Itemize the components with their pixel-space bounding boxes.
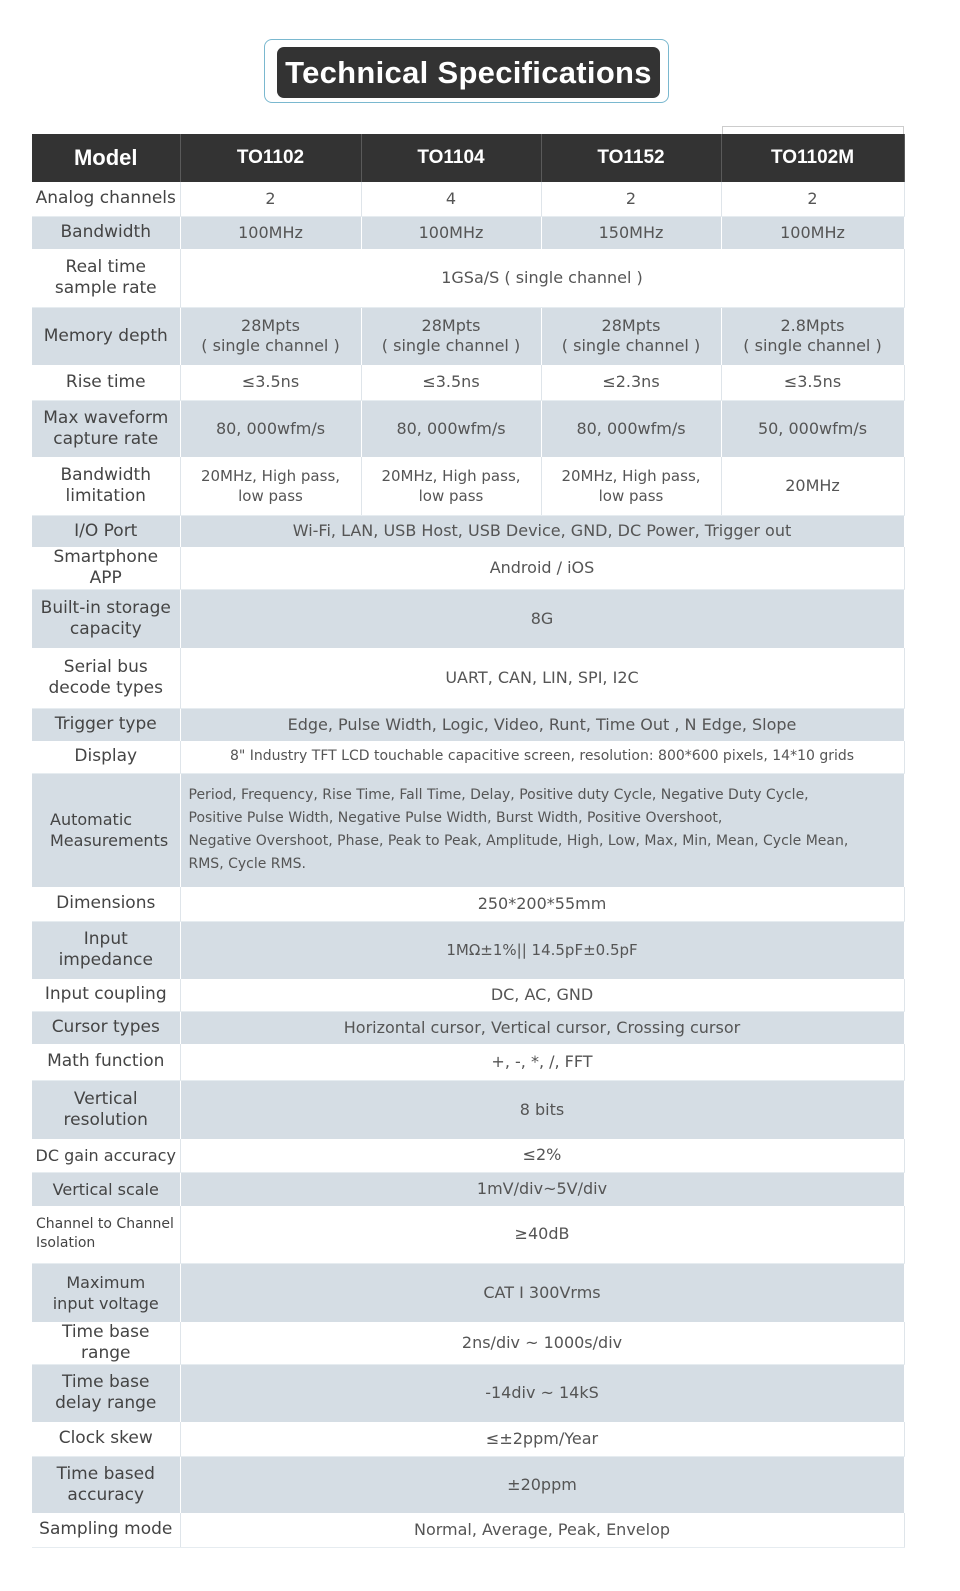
header-to1102: TO1102 <box>180 134 361 182</box>
table-row <box>32 457 904 515</box>
cell: ≤3.5ns <box>361 365 541 400</box>
row-label: Built-in storage capacity <box>32 590 180 648</box>
cell: Horizontal cursor, Vertical cursor, Crossing cursor <box>180 1012 904 1044</box>
table-row <box>32 1012 904 1044</box>
cell: ≤3.5ns <box>180 365 361 400</box>
row-label: Analog channels <box>32 182 180 216</box>
row-label: Max waveform capture rate <box>32 400 180 457</box>
cell: UART, CAN, LIN, SPI, I2C <box>180 648 904 709</box>
table-row <box>32 249 904 307</box>
cell: ≤±2ppm/Year <box>180 1422 904 1456</box>
row-label: Rise time <box>32 365 180 400</box>
cell: Wi-Fi, LAN, USB Host, USB Device, GND, DC Power, Trigger out <box>180 515 904 547</box>
table-row <box>32 1322 904 1365</box>
cell: ±20ppm <box>180 1456 904 1513</box>
cell: 4 <box>361 182 541 216</box>
page-title: Technical Specifications <box>277 47 660 98</box>
cell: 80, 000wfm/s <box>361 400 541 457</box>
cell: 8 bits <box>180 1081 904 1139</box>
table-row <box>32 1139 904 1173</box>
cell: 2 <box>180 182 361 216</box>
cell: 8G <box>180 590 904 648</box>
cell: 250*200*55mm <box>180 887 904 922</box>
row-label: Maximum input voltage <box>32 1264 180 1322</box>
table-row <box>32 887 904 922</box>
cell: 150MHz <box>541 216 721 249</box>
row-label: DC gain accuracy <box>32 1139 180 1173</box>
cell: CAT I 300Vrms <box>180 1264 904 1322</box>
cell: 100MHz <box>721 216 904 249</box>
row-label: Vertical scale <box>32 1173 180 1206</box>
table-row <box>32 1456 904 1513</box>
row-label: Display <box>32 741 180 774</box>
row-label: Time base range <box>32 1322 180 1365</box>
cell: 2ns/div ~ 1000s/div <box>180 1322 904 1365</box>
table-row <box>32 979 904 1012</box>
cell: 8" Industry TFT LCD touchable capacitive screen, resolution: 800*600 pixels, 14*10 grids <box>180 741 904 774</box>
row-label: Smartphone APP <box>32 547 180 590</box>
row-label: Memory depth <box>32 307 180 365</box>
row-label: Clock skew <box>32 1422 180 1456</box>
cell: 28Mpts ( single channel ) <box>541 307 721 365</box>
cell: 2.8Mpts ( single channel ) <box>721 307 904 365</box>
cell: ≥40dB <box>180 1206 904 1264</box>
row-label: Dimensions <box>32 887 180 922</box>
header-model: Model <box>32 134 180 182</box>
table-row <box>32 547 904 590</box>
row-label: Trigger type <box>32 709 180 741</box>
row-label: Automatic Measurements <box>32 774 180 887</box>
table-row <box>32 922 904 979</box>
cell: 20MHz, High pass, low pass <box>180 457 361 515</box>
table-row <box>32 1044 904 1081</box>
table-row <box>32 365 904 400</box>
row-label: Input impedance <box>32 922 180 979</box>
row-label: Time based accuracy <box>32 1456 180 1513</box>
row-label: Serial bus decode types <box>32 648 180 709</box>
table-row <box>32 182 904 216</box>
cell: Period, Frequency, Rise Time, Fall Time, Delay, Positive duty Cycle, Negative Duty Cycle, Positive Pulse Width, Negative Pulse Width, Burst Width, Positive Overshoot, Negative Overshoot, Phase, Peak to Peak, Amplitude, High, Low, Max, Min, Mean, Cycle Mean, RMS, Cycle RMS. <box>180 774 904 887</box>
row-label: Bandwidth <box>32 216 180 249</box>
title-frame <box>264 39 669 103</box>
cell: 100MHz <box>361 216 541 249</box>
cell: 28Mpts ( single channel ) <box>361 307 541 365</box>
table-row <box>32 515 904 547</box>
cell: Normal, Average, Peak, Envelop <box>180 1513 904 1547</box>
table-row <box>32 400 904 457</box>
cell: 80, 000wfm/s <box>180 400 361 457</box>
table-row <box>32 648 904 709</box>
row-label: Channel to Channel Isolation <box>32 1206 180 1264</box>
cell: ≤2% <box>180 1139 904 1173</box>
cell: 100MHz <box>180 216 361 249</box>
row-label: Math function <box>32 1044 180 1081</box>
cell: 20MHz, High pass, low pass <box>361 457 541 515</box>
header-to1104: TO1104 <box>361 134 541 182</box>
table-row <box>32 1081 904 1139</box>
row-label: Bandwidth limitation <box>32 457 180 515</box>
cell: 2 <box>721 182 904 216</box>
cell: 50, 000wfm/s <box>721 400 904 457</box>
cell: 20MHz, High pass, low pass <box>541 457 721 515</box>
cell: +, -, *, /, FFT <box>180 1044 904 1081</box>
row-label: I/O Port <box>32 515 180 547</box>
header-to1152: TO1152 <box>541 134 721 182</box>
cell: ≤2.3ns <box>541 365 721 400</box>
cell: DC, AC, GND <box>180 979 904 1012</box>
header-to1102m: TO1102M <box>721 134 904 182</box>
table-row <box>32 1364 904 1422</box>
table-row <box>32 1206 904 1264</box>
table-row <box>32 1513 904 1547</box>
cell: 1mV/div~5V/div <box>180 1173 904 1206</box>
cell: ≤3.5ns <box>721 365 904 400</box>
cell: 2 <box>541 182 721 216</box>
table-row <box>32 307 904 365</box>
table-row <box>32 1173 904 1206</box>
cell: Android / iOS <box>180 547 904 590</box>
table-row <box>32 216 904 249</box>
row-label: Real time sample rate <box>32 249 180 307</box>
table-row <box>32 774 904 887</box>
row-label: Cursor types <box>32 1012 180 1044</box>
table-row <box>32 1422 904 1456</box>
table-row <box>32 709 904 741</box>
cell: Edge, Pulse Width, Logic, Video, Runt, Time Out , N Edge, Slope <box>180 709 904 741</box>
table-row <box>32 741 904 774</box>
row-label: Vertical resolution <box>32 1081 180 1139</box>
row-label: Sampling mode <box>32 1513 180 1547</box>
cell: 80, 000wfm/s <box>541 400 721 457</box>
row-label: Time base delay range <box>32 1364 180 1422</box>
cell: 1MΩ±1%|| 14.5pF±0.5pF <box>180 922 904 979</box>
row-label: Input coupling <box>32 979 180 1012</box>
cell: 20MHz <box>721 457 904 515</box>
table-row <box>32 1264 904 1322</box>
spec-table <box>32 134 905 1548</box>
cell: 1GSa/S ( single channel ) <box>180 249 904 307</box>
header-row <box>32 134 904 182</box>
table-row <box>32 590 904 648</box>
cell: 28Mpts ( single channel ) <box>180 307 361 365</box>
cell: -14div ~ 14kS <box>180 1364 904 1422</box>
